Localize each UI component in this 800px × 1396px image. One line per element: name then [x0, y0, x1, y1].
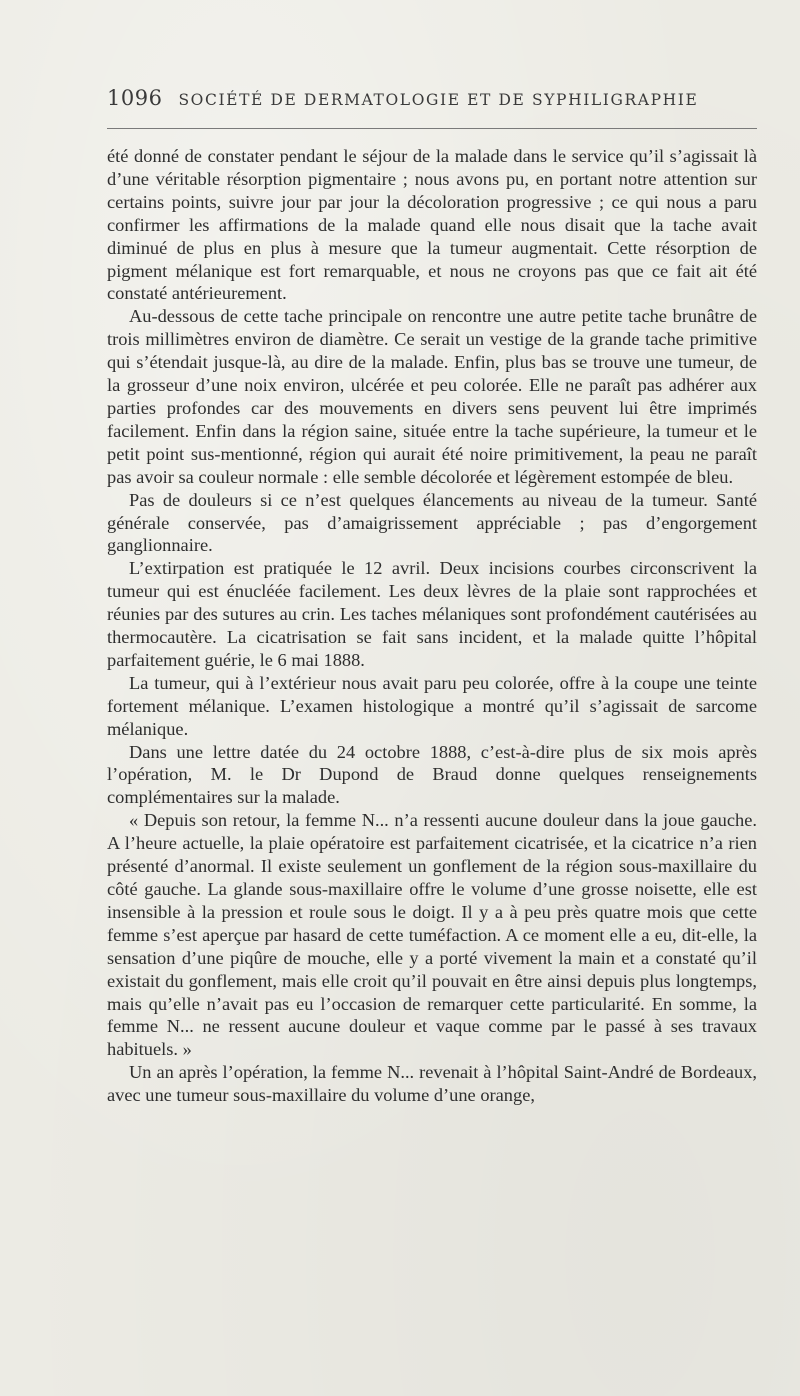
- paragraph: Dans une lettre datée du 24 octobre 1888, c’est-à-dire plus de six mois après l’opération, M. le Dr Dupond de Braud donne quelques renseignements complémentaires sur la malade.: [107, 741, 757, 808]
- paragraph: L’extirpation est pratiquée le 12 avril. Deux incisions courbes circonscrivent la tumeur qui est énucléée facilement. Les deux lèvres de la plaie sont rapprochées et réunies par des sutures au crin. Les taches mélaniques sont profondément cautérisées au thermocautère. La cicatrisation se fait sans incident, et la malade quitte l’hôpital parfaitement guérie, le 6 mai 1888.: [107, 558, 757, 670]
- paragraph: Un an après l’opération, la femme N... revenait à l’hôpital Saint-André de Bordeaux, avec une tumeur sous-maxillaire du volume d’une orange,: [107, 1062, 757, 1106]
- page: [107, 86, 757, 1107]
- running-title: SOCIÉTÉ DE DERMATOLOGIE ET DE SYPHILIGRAPHIE: [178, 91, 699, 109]
- page-number: 1096: [107, 86, 163, 110]
- paragraph: La tumeur, qui à l’extérieur nous avait paru peu colorée, offre à la coupe une teinte fortement mélanique. L’examen histologique a montré qu’il s’agissait de sarcome mélanique.: [107, 672, 757, 739]
- paragraph: « Depuis son retour, la femme N... n’a ressenti aucune douleur dans la joue gauche. A l’heure actuelle, la plaie opératoire est parfaitement cicatrisée, et la cicatrice n’a rien présenté d’anormal. Il existe seulement un gonflement de la région sous-maxillaire du côté gauche. La glande sous-maxillaire offre le volume d’une grosse noisette, elle est insensible à la pression et roule sous le doigt. Il y a à peu près quatre mois que cette femme s’est aperçue par hasard de cette tuméfaction. A ce moment elle a eu, dit-elle, la sensation d’une piqûre de mouche, elle y a porté vivement la main et a constaté qu’il existait du gonflement, mais elle croit qu’il pouvait en être ainsi depuis plus longtemps, mais qu’elle n’avait pas eu l’occasion de remarquer cette particularité. En somme, la femme N... ne ressent aucune douleur et vaque comme par le passé à ses travaux habituels. »: [107, 810, 757, 1060]
- paragraph: Au-dessous de cette tache principale on rencontre une autre petite tache brunâtre de trois millimètres environ de diamètre. Ce serait un vestige de la grande tache primitive qui s’étendait jusque-là, au dire de la malade. Enfin, plus bas se trouve une tumeur, de la grosseur d’une noix environ, ulcérée et peu colorée. Elle ne paraît pas adhérer aux parties profondes car des mouvements en divers sens peuvent lui être imprimés facilement. Enfin dans la région saine, située entre la tache supérieure, la tumeur et le petit point sus-mentionné, région qui aurait été noire primitivement, la peau ne paraît pas avoir sa couleur normale : elle semble décolorée et légèrement estompée de bleu.: [107, 306, 757, 487]
- paragraph: été donné de constater pendant le séjour de la malade dans le service qu’il s’agissait là d’une véritable résorption pigmentaire ; nous avons pu, en portant notre attention sur certains points, suivre jour par jour la décoloration progressive ; ce qui nous a paru confirmer les affirmations de la malade quand elle nous disait que la tache avait diminué de plus en plus à mesure que la tumeur augmentait. Cette résorption de pigment mélanique est fort remarquable, et nous ne croyons pas que ce fait ait été constaté antérieurement.: [107, 146, 757, 304]
- header-rule: [107, 128, 757, 129]
- paragraph: Pas de douleurs si ce n’est quelques élancements au niveau de la tumeur. Santé générale conservée, pas d’amaigrissement appréciable ; pas d’engorgement ganglionnaire.: [107, 489, 757, 556]
- running-header: [107, 86, 757, 118]
- body-text: [107, 145, 757, 1107]
